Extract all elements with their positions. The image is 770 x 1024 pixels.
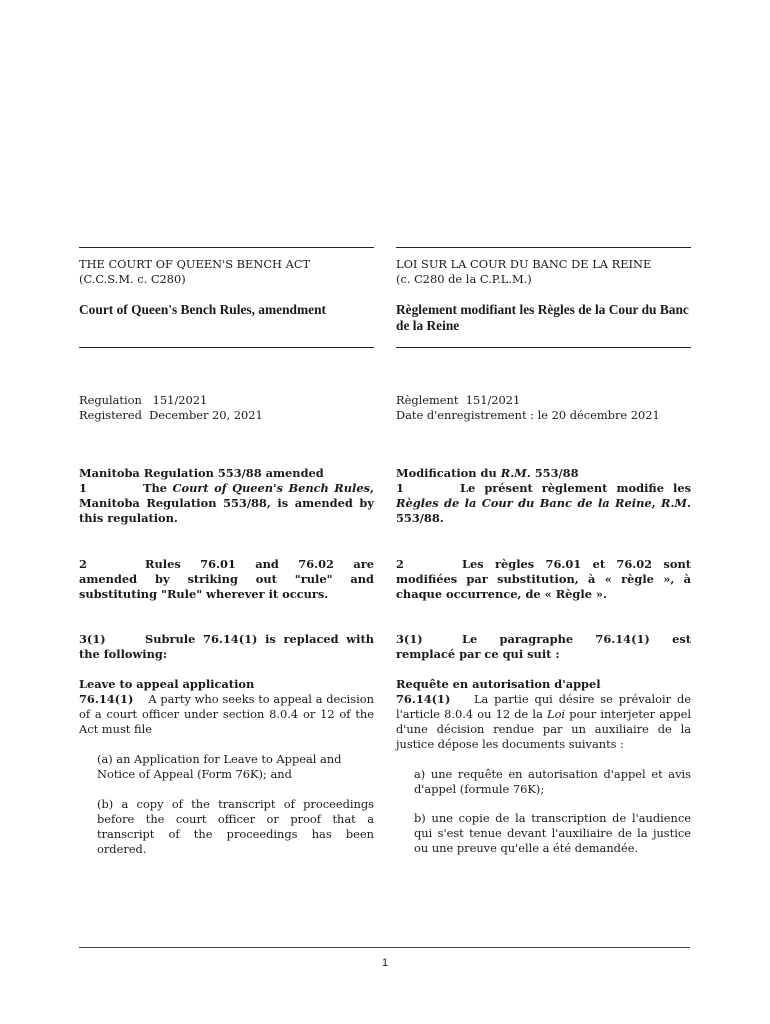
- fr-s2-num: 2: [396, 557, 404, 571]
- en-section-3: [79, 632, 374, 662]
- en-item-b: [97, 797, 374, 857]
- fr-rule-body: [396, 692, 691, 752]
- en-item-a: [97, 752, 374, 782]
- en-registered-label: Registered: [79, 408, 142, 422]
- fr-s1-heading-italic: R.M.: [500, 466, 531, 480]
- footer-rule: [79, 947, 690, 948]
- fr-s1-heading: [396, 466, 691, 481]
- fr-rule-num: 76.14(1): [396, 692, 451, 706]
- fr-regulation-title: Règlement modifiant les Règles de la Cour du Banc de la Reine: [396, 302, 689, 333]
- en-act-header: [79, 257, 374, 287]
- fr-regulation-line: [396, 393, 691, 408]
- fr-item-b-text: b) une copie de la transcription de l'audience qui s'est tenue devant l'auxiliaire de la justice ou une preuve qu'elle a été demandée.: [414, 811, 691, 855]
- right-top-rule: [396, 247, 691, 248]
- en-rule-76-14: [79, 677, 374, 737]
- fr-registered-line: Date d'enregistrement : le 20 décembre 2021: [396, 408, 660, 422]
- fr-rule-text-b: pour interjeter appel d'une décision rendue par un auxiliaire de la justice dépose les documents suivants :: [396, 707, 691, 751]
- page-number: 1: [381, 957, 389, 969]
- fr-s2-text: Les règles 76.01 et 76.02 sont modifiées par substitution, à « règle », à chaque occurrence, de « Règle ».: [396, 557, 691, 601]
- en-regulation-no: 151/2021: [152, 393, 208, 407]
- left-title-rule: [79, 347, 374, 348]
- en-registration-info: [79, 393, 374, 423]
- fr-s1-heading-b: 553/88: [530, 466, 579, 480]
- fr-s1-num: 1: [396, 481, 404, 495]
- en-item-a-text: (a) an Application for Leave to Appeal and Notice of Appeal (Form 76K); and: [97, 752, 342, 781]
- fr-s1-text-a: Le présent règlement modifie les: [460, 481, 691, 495]
- en-s2-num: 2: [79, 557, 87, 571]
- en-item-b-text: (b) a copy of the transcript of proceedings before the court officer or proof that a transcript of the proceedings has been ordered.: [97, 797, 374, 856]
- fr-item-a: [414, 767, 691, 797]
- en-s1-heading: Manitoba Regulation 553/88 amended: [79, 466, 324, 480]
- en-s3-num: 3(1): [79, 632, 106, 646]
- en-registered-line: [79, 408, 374, 423]
- en-s1-body: [79, 481, 374, 526]
- en-s1-text-b: , Manitoba Regulation 553/88, is amended by this regulation.: [79, 481, 374, 525]
- fr-s1-text-mid: ,: [651, 496, 661, 510]
- fr-rule-76-14: [396, 677, 691, 752]
- en-s1-num: 1: [79, 481, 87, 495]
- fr-section-3: [396, 632, 691, 662]
- fr-regulation-label: Règlement: [396, 393, 459, 407]
- fr-s3-text: Le paragraphe 76.14(1) est remplacé par ce qui suit :: [396, 632, 691, 661]
- fr-section-2: [396, 557, 691, 602]
- fr-rule-text-italic: Loi: [547, 707, 566, 721]
- fr-s3-num: 3(1): [396, 632, 423, 646]
- fr-item-b: [414, 811, 691, 856]
- en-rule-text: A party who seeks to appeal a decision of a court officer under section 8.0.4 or 12 of the Act must file: [79, 692, 374, 736]
- fr-s1-text-italic2: R.M.: [660, 496, 691, 510]
- right-title-rule: [396, 347, 691, 348]
- en-s1-text-a: The: [143, 481, 173, 495]
- fr-s1-text-italic1: Règles de la Cour du Banc de la Reine: [396, 496, 652, 510]
- en-section-1: [79, 466, 374, 526]
- en-leave-heading: Leave to appeal application: [79, 677, 255, 691]
- fr-s1-body: [396, 481, 691, 526]
- fr-section-1: [396, 466, 691, 526]
- en-rule-body: [79, 692, 374, 737]
- en-regulation-label: Regulation: [79, 393, 142, 407]
- fr-registration-info: [396, 393, 691, 423]
- en-regulation-title: Court of Queen's Bench Rules, amendment: [79, 302, 326, 317]
- en-s1-text-italic: Court of Queen's Bench Rules: [172, 481, 371, 495]
- fr-regulation-no: 151/2021: [465, 393, 521, 407]
- en-act-ref: (C.C.S.M. c. C280): [79, 272, 186, 286]
- en-act-title: THE COURT OF QUEEN'S BENCH ACT: [79, 257, 311, 271]
- fr-rule-text-a: La partie qui désire se prévaloir de l'article 8.0.4 ou 12 de la: [396, 692, 691, 721]
- en-rule-num: 76.14(1): [79, 692, 134, 706]
- fr-s1-text-b: 553/88.: [396, 511, 444, 525]
- fr-act-header: [396, 257, 691, 287]
- fr-act-ref: (c. C280 de la C.P.L.M.): [396, 272, 532, 286]
- en-s3-text: Subrule 76.14(1) is replaced with the following:: [79, 632, 374, 661]
- fr-leave-heading: Requête en autorisation d'appel: [396, 677, 601, 691]
- en-s2-text: Rules 76.01 and 76.02 are amended by striking out "rule" and substituting "Rule" wherever it occurs.: [79, 557, 374, 601]
- fr-s1-heading-a: Modification du: [396, 466, 501, 480]
- left-top-rule: [79, 247, 374, 248]
- fr-item-a-text: a) une requête en autorisation d'appel et avis d'appel (formule 76K);: [414, 767, 691, 796]
- fr-act-title: LOI SUR LA COUR DU BANC DE LA REINE: [396, 257, 652, 271]
- en-section-2: [79, 557, 374, 602]
- en-regulation-line: [79, 393, 374, 408]
- en-registered-date: December 20, 2021: [149, 408, 263, 422]
